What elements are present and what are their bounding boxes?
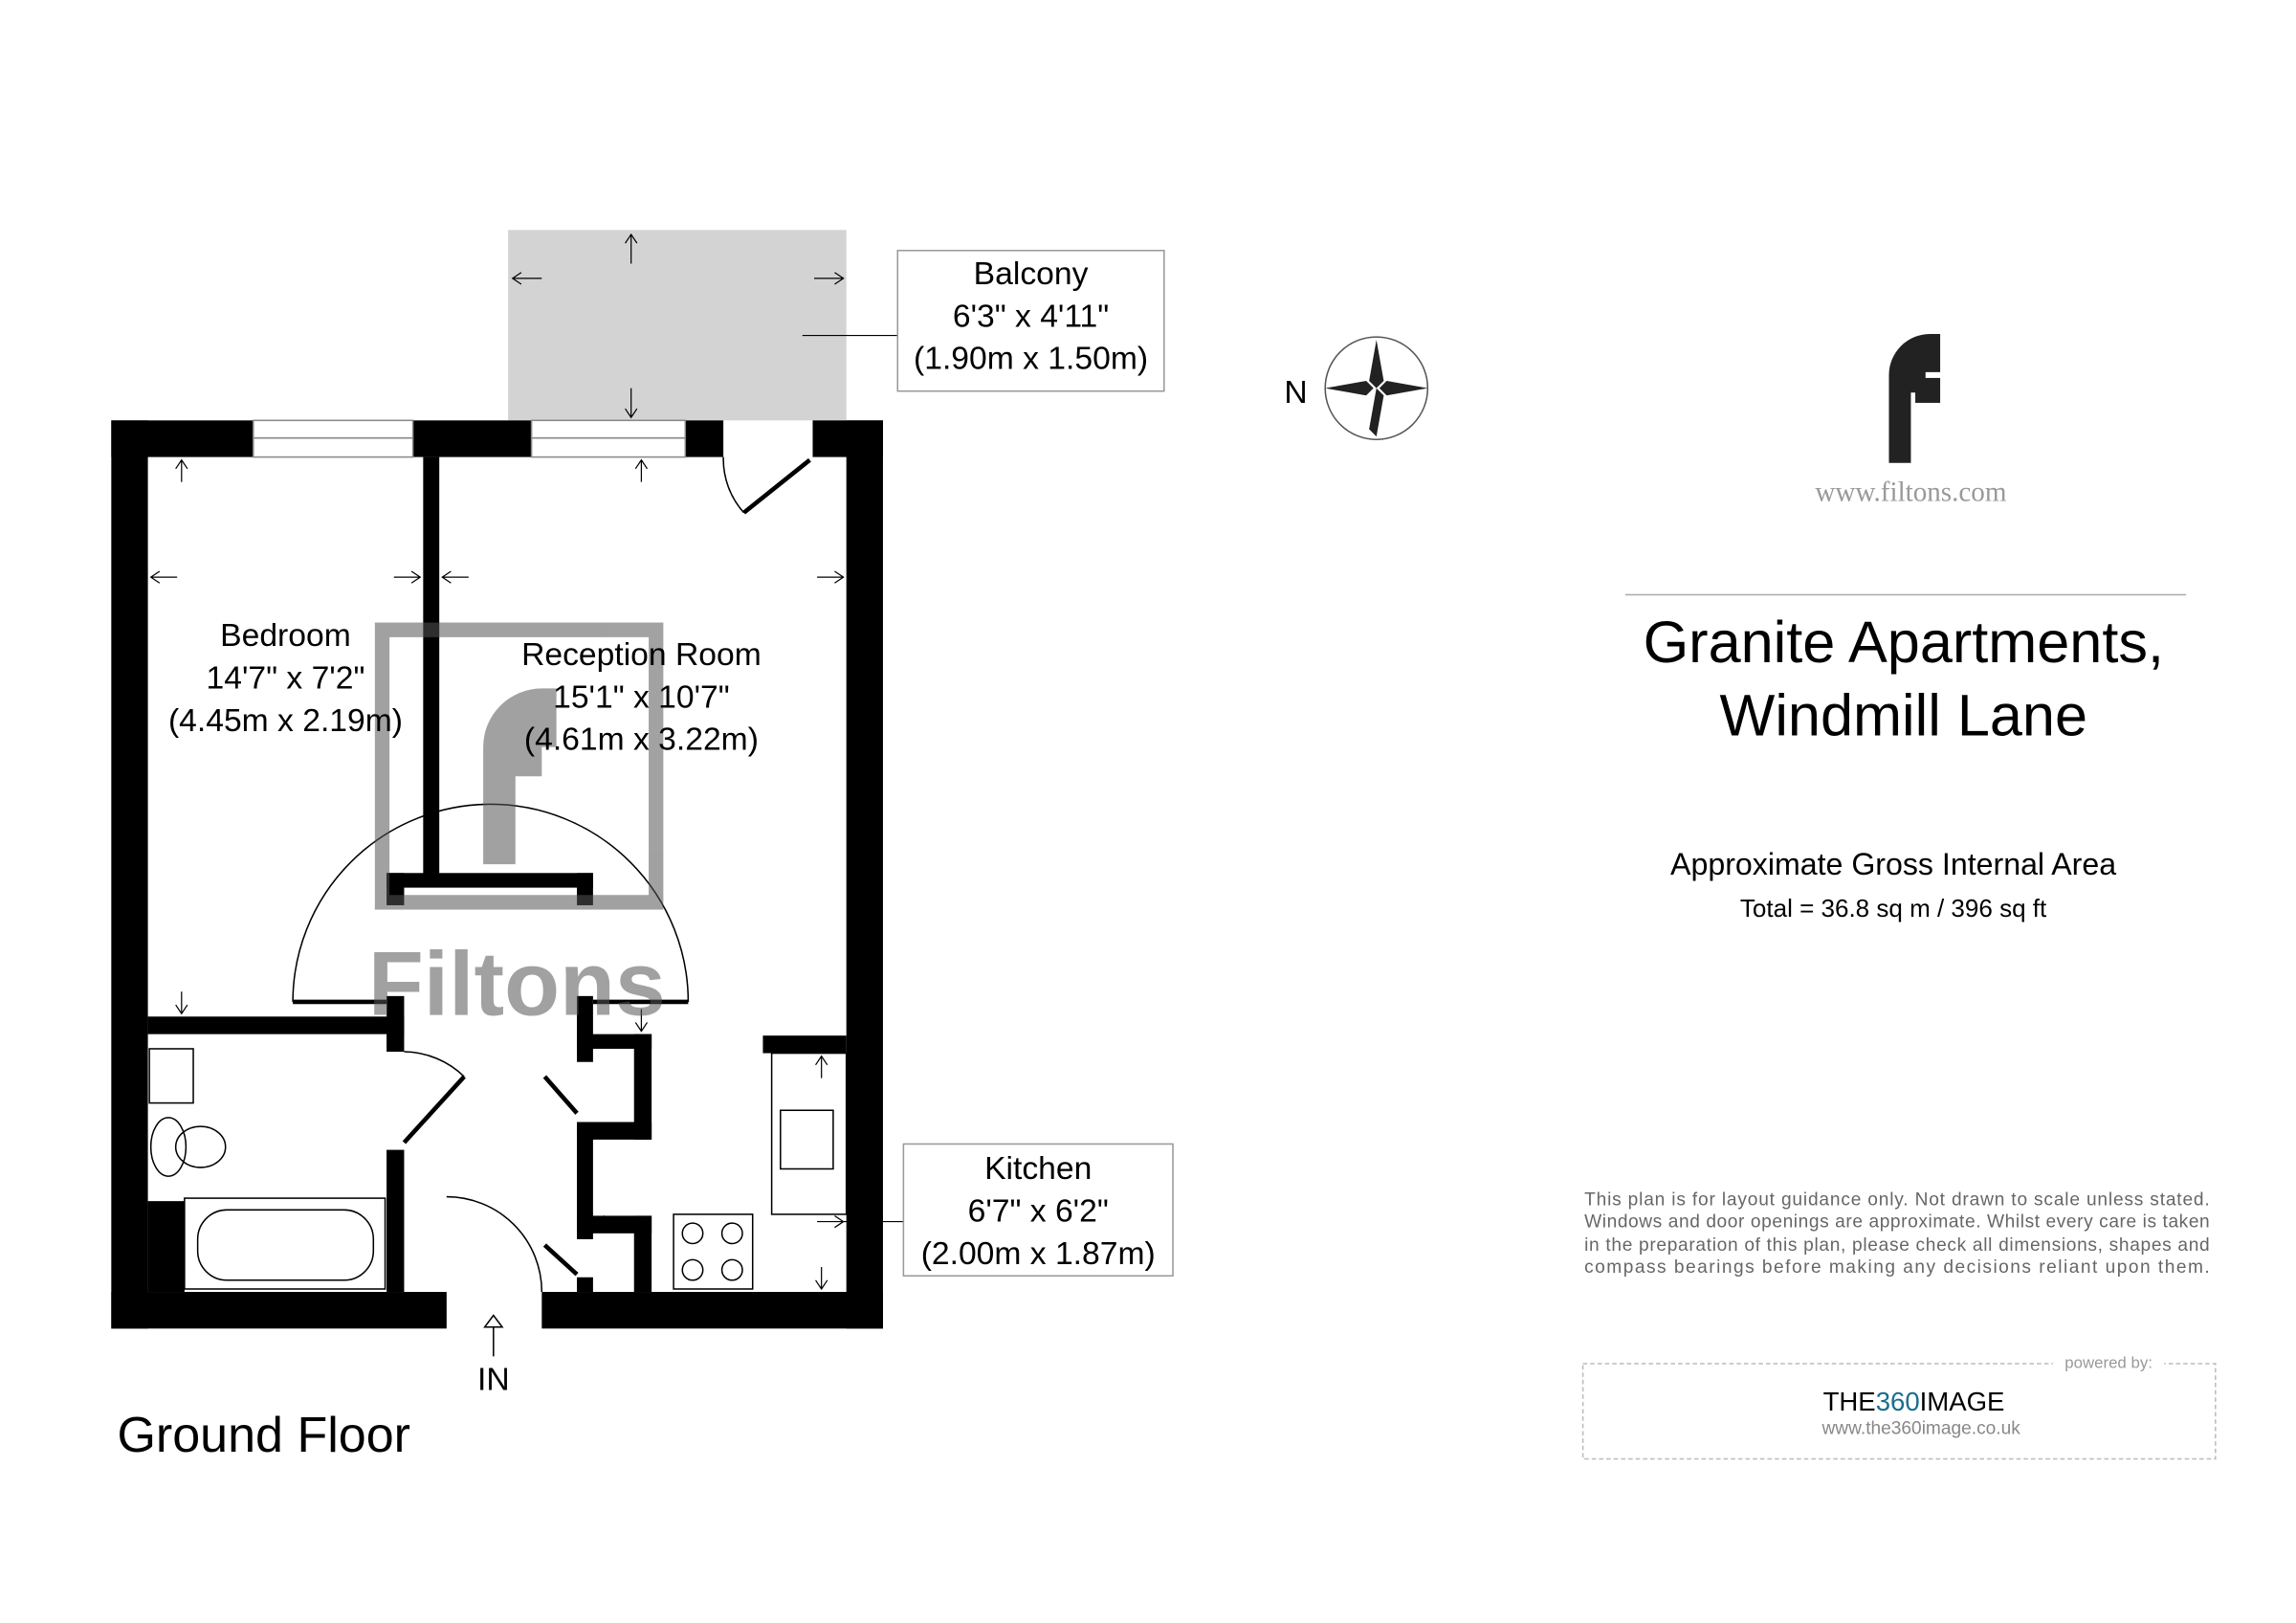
room-label-bedroom xyxy=(168,618,403,739)
walls xyxy=(111,420,883,1328)
room-imperial: 6'7" x 6'2" xyxy=(967,1193,1109,1230)
room-name: Bedroom xyxy=(220,618,351,655)
room-name: Reception Room xyxy=(521,636,762,673)
room-label-kitchen xyxy=(903,1144,1173,1276)
room-metric: (1.90m x 1.50m) xyxy=(914,341,1149,377)
property-title-line2: Windmill Lane xyxy=(1719,682,2088,748)
logo-prefix: THE xyxy=(1822,1387,1876,1417)
website-link[interactable]: www.filtons.com xyxy=(1815,477,2007,508)
property-title-line1: Granite Apartments, xyxy=(1643,609,2165,675)
powered-by-credit xyxy=(1583,1353,2216,1458)
compass-north-label: N xyxy=(1284,374,1308,411)
credit-url[interactable]: www.the360image.co.uk xyxy=(1821,1418,2020,1439)
the360image-logo xyxy=(1823,1387,2005,1416)
disclaimer xyxy=(1584,1190,2210,1278)
disclaimer-line: compass bearings before making any decisions reliant upon them. xyxy=(1584,1257,2210,1278)
disclaimer-line: Windows and door openings are approximate. Whilst every care is taken xyxy=(1584,1212,2210,1233)
room-imperial: 14'7" x 7'2" xyxy=(206,660,365,697)
balcony xyxy=(508,230,897,420)
area-heading: Approximate Gross Internal Area xyxy=(1670,846,2117,881)
room-imperial: 15'1" x 10'7" xyxy=(553,679,730,716)
room-label-balcony xyxy=(897,251,1164,391)
room-label-reception xyxy=(521,637,762,758)
room-metric: (4.61m x 3.22m) xyxy=(523,722,759,758)
floor-label: Ground Floor xyxy=(117,1407,411,1463)
powered-by-label: powered by: xyxy=(2064,1353,2152,1372)
logo-number: 360 xyxy=(1875,1387,1920,1417)
area-total: Total = 36.8 sq m / 396 sq ft xyxy=(1739,894,2047,923)
room-name: Balcony xyxy=(973,256,1089,292)
room-metric: (4.45m x 2.19m) xyxy=(167,702,403,739)
room-metric: (2.00m x 1.87m) xyxy=(920,1235,1156,1272)
disclaimer-line: This plan is for layout guidance only. Not drawn to scale unless stated. xyxy=(1584,1189,2210,1211)
filtons-logo xyxy=(1888,334,1940,463)
disclaimer-line: in the preparation of this plan, please check all dimensions, shapes and xyxy=(1584,1235,2210,1256)
compass-icon xyxy=(1284,337,1427,439)
room-name: Kitchen xyxy=(984,1151,1093,1188)
entrance-marker xyxy=(477,1316,510,1398)
watermark-text: Filtons xyxy=(367,933,666,1035)
room-imperial: 6'3" x 4'11" xyxy=(952,299,1110,335)
logo-suffix: IMAGE xyxy=(1919,1387,2005,1417)
bathroom-fixtures xyxy=(149,1049,385,1289)
kitchen-fixtures xyxy=(673,1054,847,1289)
entrance-label: IN xyxy=(476,1362,510,1398)
